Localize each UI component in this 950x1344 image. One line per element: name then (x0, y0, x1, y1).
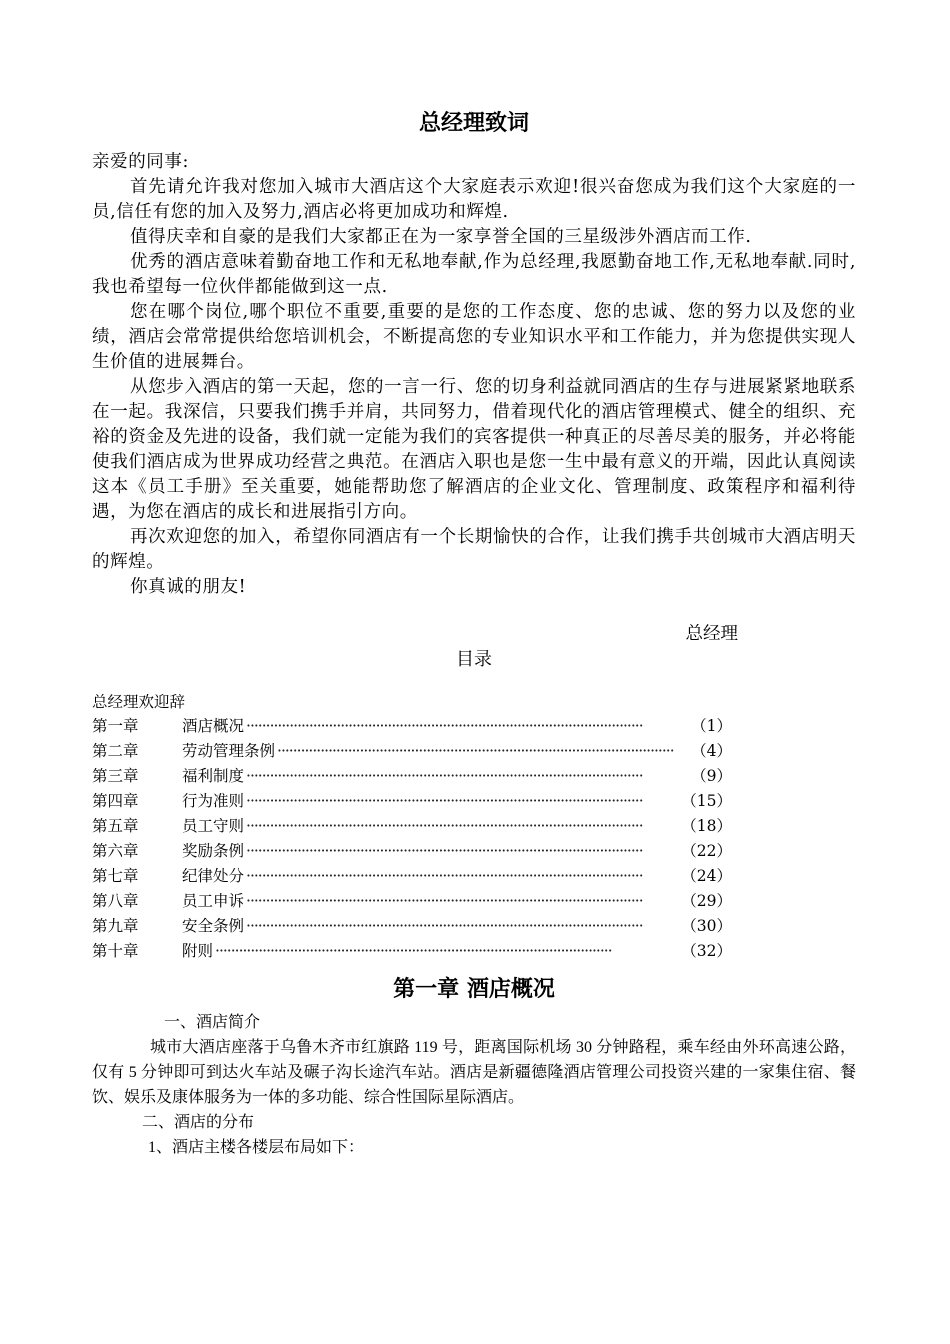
toc-leader: ····································································································· (246, 717, 643, 735)
toc-leader: ····································································································· (246, 817, 643, 835)
toc-entry-4[interactable] (92, 789, 732, 814)
toc-chapter: 第九章 (92, 917, 139, 935)
chapter-title: 第一章 酒店概况 (393, 976, 555, 1002)
letter-paragraph-6: 再次欢迎您的加入，希望你同酒店有一个长期愉快的合作，让我们携手共创城市大酒店明天的辉煌。 (92, 527, 856, 572)
toc-page: （29） (681, 892, 732, 910)
toc-name: 纪律处分 (182, 867, 245, 885)
toc-chapter: 第十章 (92, 942, 139, 960)
section-body-intro: 城市大酒店座落于乌鲁木齐市红旗路 119 号，距离国际机场 30 分钟路程，乘车经由外环高速公路，仅有 5 分钟即可到达火车站及碾子沟长途汽车站。酒店是新疆德隆酒店管理公司投资兴建的一家集住宿、餐饮、娱乐及康体服务为一体的多功能、综合性国际星际酒店。 (92, 1039, 856, 1106)
toc-name: 劳动管理条例 (182, 742, 276, 760)
letter-paragraph-4: 您在哪个岗位,哪个职位不重要,重要的是您的工作态度、您的忠诚、您的努力以及您的业绩，酒店会常常提供给您培训机会，不断提高您的专业知识水平和工作能力，并为您提供实现人生价值的进展舞台。 (92, 302, 856, 372)
toc-chapter: 第一章 (92, 717, 139, 735)
letter-paragraph-1: 首先请允许我对您加入城市大酒店这个大家庭表示欢迎!很兴奋您成为我们这个大家庭的一员,信任有您的加入及努力,酒店必将更加成功和辉煌. (92, 177, 856, 222)
toc-leader: ····································································································· (246, 842, 643, 860)
toc-page: （24） (681, 867, 732, 885)
toc-entry-7[interactable] (92, 864, 732, 889)
toc-name: 附则 (182, 942, 214, 960)
section-heading-layout: 二、酒店的分布 (142, 1114, 255, 1131)
toc-header: 总经理欢迎辞 (92, 693, 186, 711)
toc-entry-1[interactable] (92, 714, 732, 739)
toc-page: （9） (691, 767, 732, 785)
toc-page: （18） (681, 817, 732, 835)
toc-page: （4） (691, 742, 732, 760)
letter-greeting: 亲爱的同事: (92, 152, 189, 172)
toc-chapter: 第二章 (92, 742, 139, 760)
toc-name: 行为准则 (182, 792, 245, 810)
toc-chapter: 第八章 (92, 892, 139, 910)
toc-leader: ····································································································· (277, 742, 674, 760)
letter-title: 总经理致词 (418, 110, 529, 136)
toc-entry-8[interactable] (92, 889, 732, 914)
welcome-letter (92, 150, 856, 600)
section-item-floors: 1、酒店主楼各楼层布局如下： (148, 1139, 365, 1156)
toc-entry-10[interactable] (92, 939, 732, 964)
toc-chapter: 第五章 (92, 817, 139, 835)
letter-paragraph-2: 值得庆幸和自豪的是我们大家都正在为一家享誉全国的三星级涉外酒店而工作. (130, 227, 752, 247)
toc-leader: ····································································································· (246, 867, 643, 885)
toc-name: 酒店概况 (182, 717, 245, 735)
document-page (92, 108, 856, 1160)
toc-chapter: 第三章 (92, 767, 139, 785)
toc-name: 员工守则 (182, 817, 245, 835)
letter-paragraph-3: 优秀的酒店意味着勤奋地工作和无私地奉献,作为总经理,我愿勤奋地工作,无私地奉献.同时,我也希望每一位伙伴都能做到这一点. (92, 252, 856, 297)
toc-page: （22） (681, 842, 732, 860)
table-of-contents (92, 690, 856, 964)
letter-signature: 总经理 (685, 624, 738, 644)
toc-leader: ····································································································· (246, 792, 643, 810)
toc-page: （15） (681, 792, 732, 810)
chapter-one-content (92, 1010, 856, 1160)
toc-page: （1） (691, 717, 732, 735)
toc-page: （30） (681, 917, 732, 935)
toc-name: 安全条例 (182, 917, 245, 935)
toc-name: 奖励条例 (182, 842, 245, 860)
letter-paragraph-5: 从您步入酒店的第一天起，您的一言一行、您的切身利益就同酒店的生存与进展紧紧地联系在一起。我深信，只要我们携手并肩，共同努力，借着现代化的酒店管理模式、健全的组织、充裕的资金及先进的设备，我们就一定能为我们的宾客提供一种真正的尽善尽美的服务，并必将能使我们酒店成为世界成功经营之典范。在酒店入职也是您一生中最有意义的开端，因此认真阅读这本《员工手册》至关重要，她能帮助您了解酒店的企业文化、管理制度、政策程序和福利待遇，为您在酒店的成长和进展指引方向。 (92, 377, 856, 522)
toc-entry-3[interactable] (92, 764, 732, 789)
toc-page: （32） (681, 942, 732, 960)
toc-chapter: 第六章 (92, 842, 139, 860)
toc-name: 员工申诉 (182, 892, 245, 910)
toc-chapter: 第四章 (92, 792, 139, 810)
toc-title: 目录 (456, 649, 492, 670)
toc-entry-2[interactable] (92, 739, 732, 764)
toc-leader: ····································································································· (246, 767, 643, 785)
toc-entry-5[interactable] (92, 814, 732, 839)
toc-leader: ····································································································· (215, 942, 612, 960)
toc-leader: ····································································································· (246, 892, 643, 910)
toc-name: 福利制度 (182, 767, 245, 785)
toc-entry-9[interactable] (92, 914, 732, 939)
toc-entry-6[interactable] (92, 839, 732, 864)
letter-closing: 你真诚的朋友! (130, 577, 247, 597)
toc-chapter: 第七章 (92, 867, 139, 885)
section-heading-intro: 一、酒店简介 (164, 1014, 261, 1031)
toc-leader: ····································································································· (246, 917, 643, 935)
